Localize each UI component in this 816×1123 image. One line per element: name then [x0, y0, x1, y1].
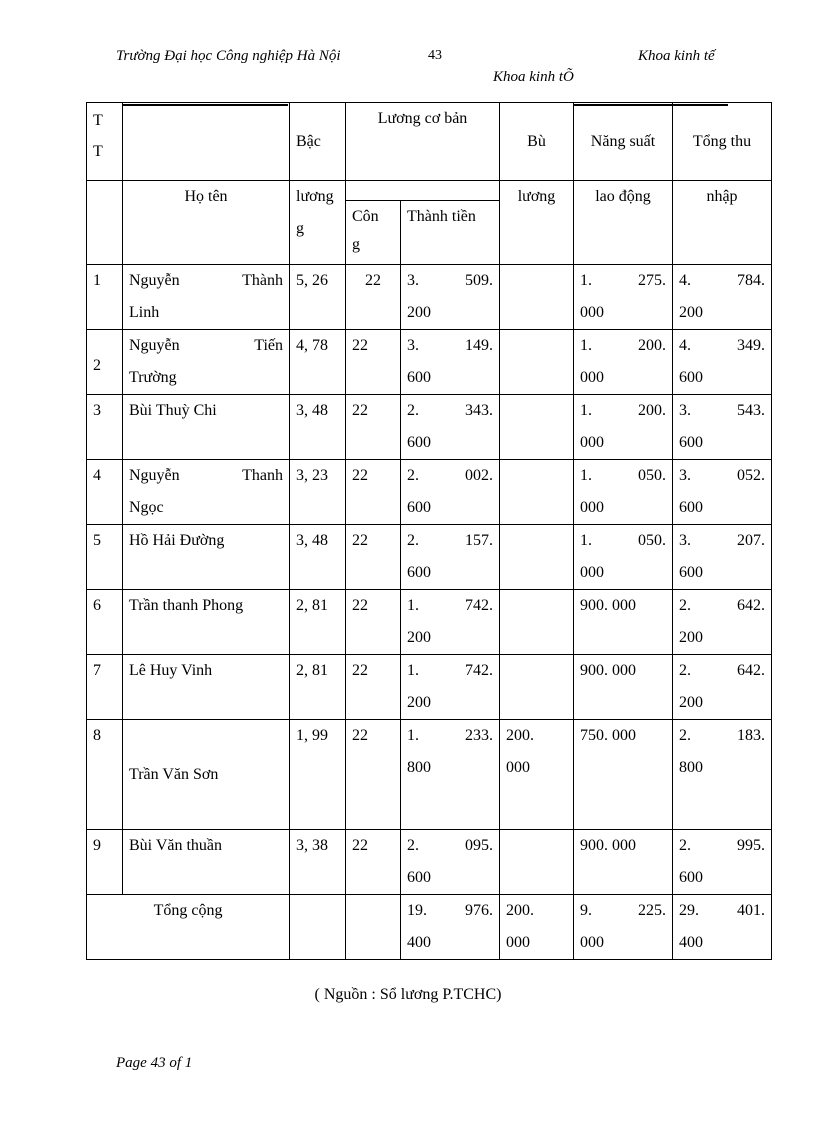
row-name: Bùi Văn thuần — [123, 830, 290, 895]
row-bonus — [500, 460, 574, 525]
row-productivity: 1. 050. 000 — [574, 460, 673, 525]
row-total-income: 3. 207. 600 — [673, 525, 772, 590]
row-name: Nguyễn Thành Linh — [123, 265, 290, 330]
col-header-tt: T T — [87, 103, 123, 181]
row-name: Bùi Thuỳ Chi — [123, 395, 290, 460]
row-productivity: 1. 275. 000 — [574, 265, 673, 330]
row-total-income: 2. 183. 800 — [673, 720, 772, 830]
col-header-total-bottom: nhập — [673, 181, 772, 265]
row-tt: 6 — [87, 590, 123, 655]
row-name: Nguyễn Thanh Ngọc — [123, 460, 290, 525]
row-name: Nguyễn Tiến Trường — [123, 330, 290, 395]
page-footer: Page 43 of 1 — [116, 1055, 193, 1071]
row-amount: 3. 509. 200 — [401, 265, 500, 330]
total-income: 29. 401. 400 — [673, 895, 772, 960]
row-grade: 4, 78 — [290, 330, 346, 395]
row-bonus — [500, 525, 574, 590]
col-header-productivity-top: Năng suất — [574, 103, 673, 181]
row-grade: 3, 23 — [290, 460, 346, 525]
row-name: Trần Văn Sơn — [123, 720, 290, 830]
row-tt: 8 — [87, 720, 123, 830]
row-bonus — [500, 330, 574, 395]
row-grade: 3, 48 — [290, 395, 346, 460]
row-productivity: 750. 000 — [574, 720, 673, 830]
row-amount: 2. 157. 600 — [401, 525, 500, 590]
table-row — [87, 720, 772, 830]
table-row — [87, 265, 772, 330]
col-header-workdays: Côn g — [346, 201, 401, 265]
table-row — [87, 330, 772, 395]
row-total-income: 3. 543. 600 — [673, 395, 772, 460]
row-grade: 3, 48 — [290, 525, 346, 590]
row-tt: 2 — [87, 330, 123, 395]
header-page-number: 43 — [428, 48, 442, 63]
col-header-bonus-bottom: lương — [500, 181, 574, 265]
total-label: Tổng cộng — [87, 895, 290, 960]
header-faculty-sub: Khoa kinh tÕ — [493, 69, 574, 85]
row-grade: 2, 81 — [290, 655, 346, 720]
row-bonus — [500, 590, 574, 655]
row-name: Lê Huy Vinh — [123, 655, 290, 720]
row-bonus — [500, 655, 574, 720]
table-row — [87, 395, 772, 460]
table-row — [87, 460, 772, 525]
header-faculty: Khoa kinh tế — [638, 48, 715, 64]
col-header-grade-bottom: lương g — [290, 181, 346, 265]
source-note: ( Nguồn : Sổ lương P.TCHC) — [314, 986, 502, 1003]
header-row-2 — [87, 181, 772, 201]
col-header-basic-gap — [346, 181, 500, 201]
row-grade: 2, 81 — [290, 590, 346, 655]
row-days: 22 — [346, 265, 401, 330]
row-total-income: 2. 642. 200 — [673, 590, 772, 655]
table-row — [87, 830, 772, 895]
row-days: 22 — [346, 720, 401, 830]
table-row — [87, 590, 772, 655]
table-row — [87, 655, 772, 720]
row-productivity: 900. 000 — [574, 655, 673, 720]
row-amount: 1. 233. 800 — [401, 720, 500, 830]
row-productivity: 1. 050. 000 — [574, 525, 673, 590]
row-total-income: 4. 349. 600 — [673, 330, 772, 395]
col-header-amount: Thành tiền — [401, 201, 500, 265]
row-tt: 4 — [87, 460, 123, 525]
row-days: 22 — [346, 655, 401, 720]
row-tt: 3 — [87, 395, 123, 460]
row-amount: 1. 742. 200 — [401, 590, 500, 655]
row-grade: 5, 26 — [290, 265, 346, 330]
row-amount: 3. 149. 600 — [401, 330, 500, 395]
col-header-total-top: Tổng thu — [673, 103, 772, 181]
header-row-1 — [87, 103, 772, 181]
row-name: Trần thanh Phong — [123, 590, 290, 655]
row-bonus — [500, 395, 574, 460]
col-header-grade-top: Bậc — [290, 103, 346, 181]
col-header-name: Họ tên — [123, 181, 290, 265]
row-bonus — [500, 265, 574, 330]
col-header-basic-salary: Lương cơ bản — [346, 103, 500, 181]
row-total-income: 2. 995. 600 — [673, 830, 772, 895]
row-productivity: 1. 200. 000 — [574, 395, 673, 460]
row-days: 22 — [346, 525, 401, 590]
row-productivity: 1. 200. 000 — [574, 330, 673, 395]
row-days: 22 — [346, 395, 401, 460]
row-productivity: 900. 000 — [574, 590, 673, 655]
header-school: Trường Đại học Công nghiệp Hà Nội — [116, 48, 341, 64]
row-tt: 5 — [87, 525, 123, 590]
row-tt: 1 — [87, 265, 123, 330]
row-amount: 2. 343. 600 — [401, 395, 500, 460]
table-row — [87, 525, 772, 590]
row-tt: 7 — [87, 655, 123, 720]
total-row — [87, 895, 772, 960]
col-header-tt-bottom — [87, 181, 123, 265]
row-total-income: 2. 642. 200 — [673, 655, 772, 720]
row-total-income: 3. 052. 600 — [673, 460, 772, 525]
col-header-name-top — [123, 103, 290, 181]
row-amount: 2. 095. 600 — [401, 830, 500, 895]
total-productivity: 9. 225. 000 — [574, 895, 673, 960]
row-grade: 1, 99 — [290, 720, 346, 830]
row-amount: 2. 002. 600 — [401, 460, 500, 525]
row-productivity: 900. 000 — [574, 830, 673, 895]
salary-table — [86, 102, 772, 960]
total-grade — [290, 895, 346, 960]
row-days: 22 — [346, 590, 401, 655]
row-amount: 1. 742. 200 — [401, 655, 500, 720]
col-header-bonus-top: Bù — [500, 103, 574, 181]
row-days: 22 — [346, 460, 401, 525]
row-bonus — [500, 830, 574, 895]
total-days — [346, 895, 401, 960]
row-name: Hồ Hải Đường — [123, 525, 290, 590]
row-total-income: 4. 784. 200 — [673, 265, 772, 330]
total-amount: 19. 976. 400 — [401, 895, 500, 960]
total-bonus: 200. 000 — [500, 895, 574, 960]
col-header-productivity-bottom: lao động — [574, 181, 673, 265]
row-tt: 9 — [87, 830, 123, 895]
row-bonus: 200. 000 — [500, 720, 574, 830]
row-days: 22 — [346, 830, 401, 895]
row-days: 22 — [346, 330, 401, 395]
row-grade: 3, 38 — [290, 830, 346, 895]
